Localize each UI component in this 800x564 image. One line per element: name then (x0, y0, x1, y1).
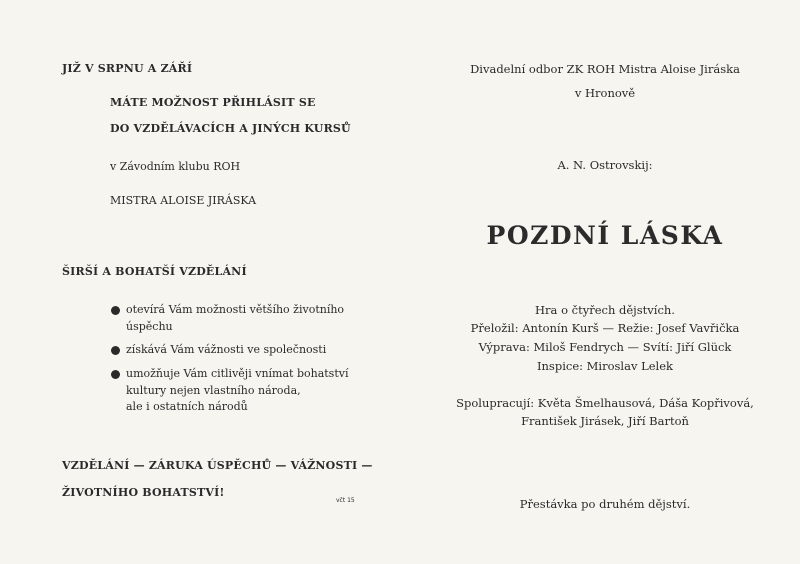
bullet-3-line-2: kultury nejen vlastního národa, (126, 384, 301, 397)
bullet-dot-icon (111, 370, 120, 379)
club-line: v Závodním klubu ROH (110, 160, 241, 173)
bullet-1-line-1: otevírá Vám možnosti většího životního (126, 303, 345, 316)
offer-line-2: DO VZDĚLÁVACÍCH A JINÝCH KURSŮ (110, 122, 351, 135)
play-title: POZDNÍ LÁSKA (486, 221, 724, 250)
cast-line-1: Spolupracují: Květa Šmelhausová, Dáša Kopřivová, (456, 396, 754, 410)
bullet-2-line-1: získává Vám vážnosti ve společnosti (126, 343, 327, 356)
organizer-line-2: v Hronově (574, 86, 636, 100)
heading-education: ŠIRŠÍ A BOHATŠÍ VZDĚLÁNÍ (62, 265, 247, 278)
credits-line-2: Výprava: Miloš Fendrych — Svítí: Jiří Glück (478, 340, 732, 354)
offer-line-1: MÁTE MOŽNOST PŘIHLÁSIT SE (110, 96, 316, 109)
club-name: MISTRA ALOISE JIRÁSKA (110, 194, 257, 207)
cast-line-2: František Jirásek, Jiří Bartoň (521, 414, 689, 428)
author: A. N. Ostrovskij: (557, 158, 653, 172)
slogan-line-2: ŽIVOTNÍHO BOHATSTVÍ! (62, 486, 225, 499)
organizer-line-1: Divadelní odbor ZK ROH Mistra Aloise Jiráska (470, 62, 740, 76)
printer-mark: včt 15 (336, 497, 355, 504)
bullet-3-line-1: umožňuje Vám citlivěji vnímat bohatství (126, 367, 349, 380)
credits-line-3: Inspice: Miroslav Lelek (536, 359, 674, 373)
slogan-line-1: VZDĚLÁNÍ — ZÁRUKA ÚSPĚCHŮ — VÁŽNOSTI — (62, 459, 373, 472)
heading-summer: JIŽ V SRPNU A ZÁŘÍ (62, 62, 193, 75)
credits-line-1: Přeložil: Antonín Kurš — Režie: Josef Vavřička (470, 321, 740, 335)
bullet-dot-icon (111, 306, 120, 315)
play-subtitle: Hra o čtyřech dějstvích. (535, 303, 675, 317)
bullet-1-line-2: úspěchu (126, 320, 173, 333)
intermission-note: Přestávka po druhém dějství. (519, 497, 691, 511)
bullet-3-line-3: ale i ostatních národů (126, 400, 248, 413)
bullet-dot-icon (111, 346, 120, 355)
